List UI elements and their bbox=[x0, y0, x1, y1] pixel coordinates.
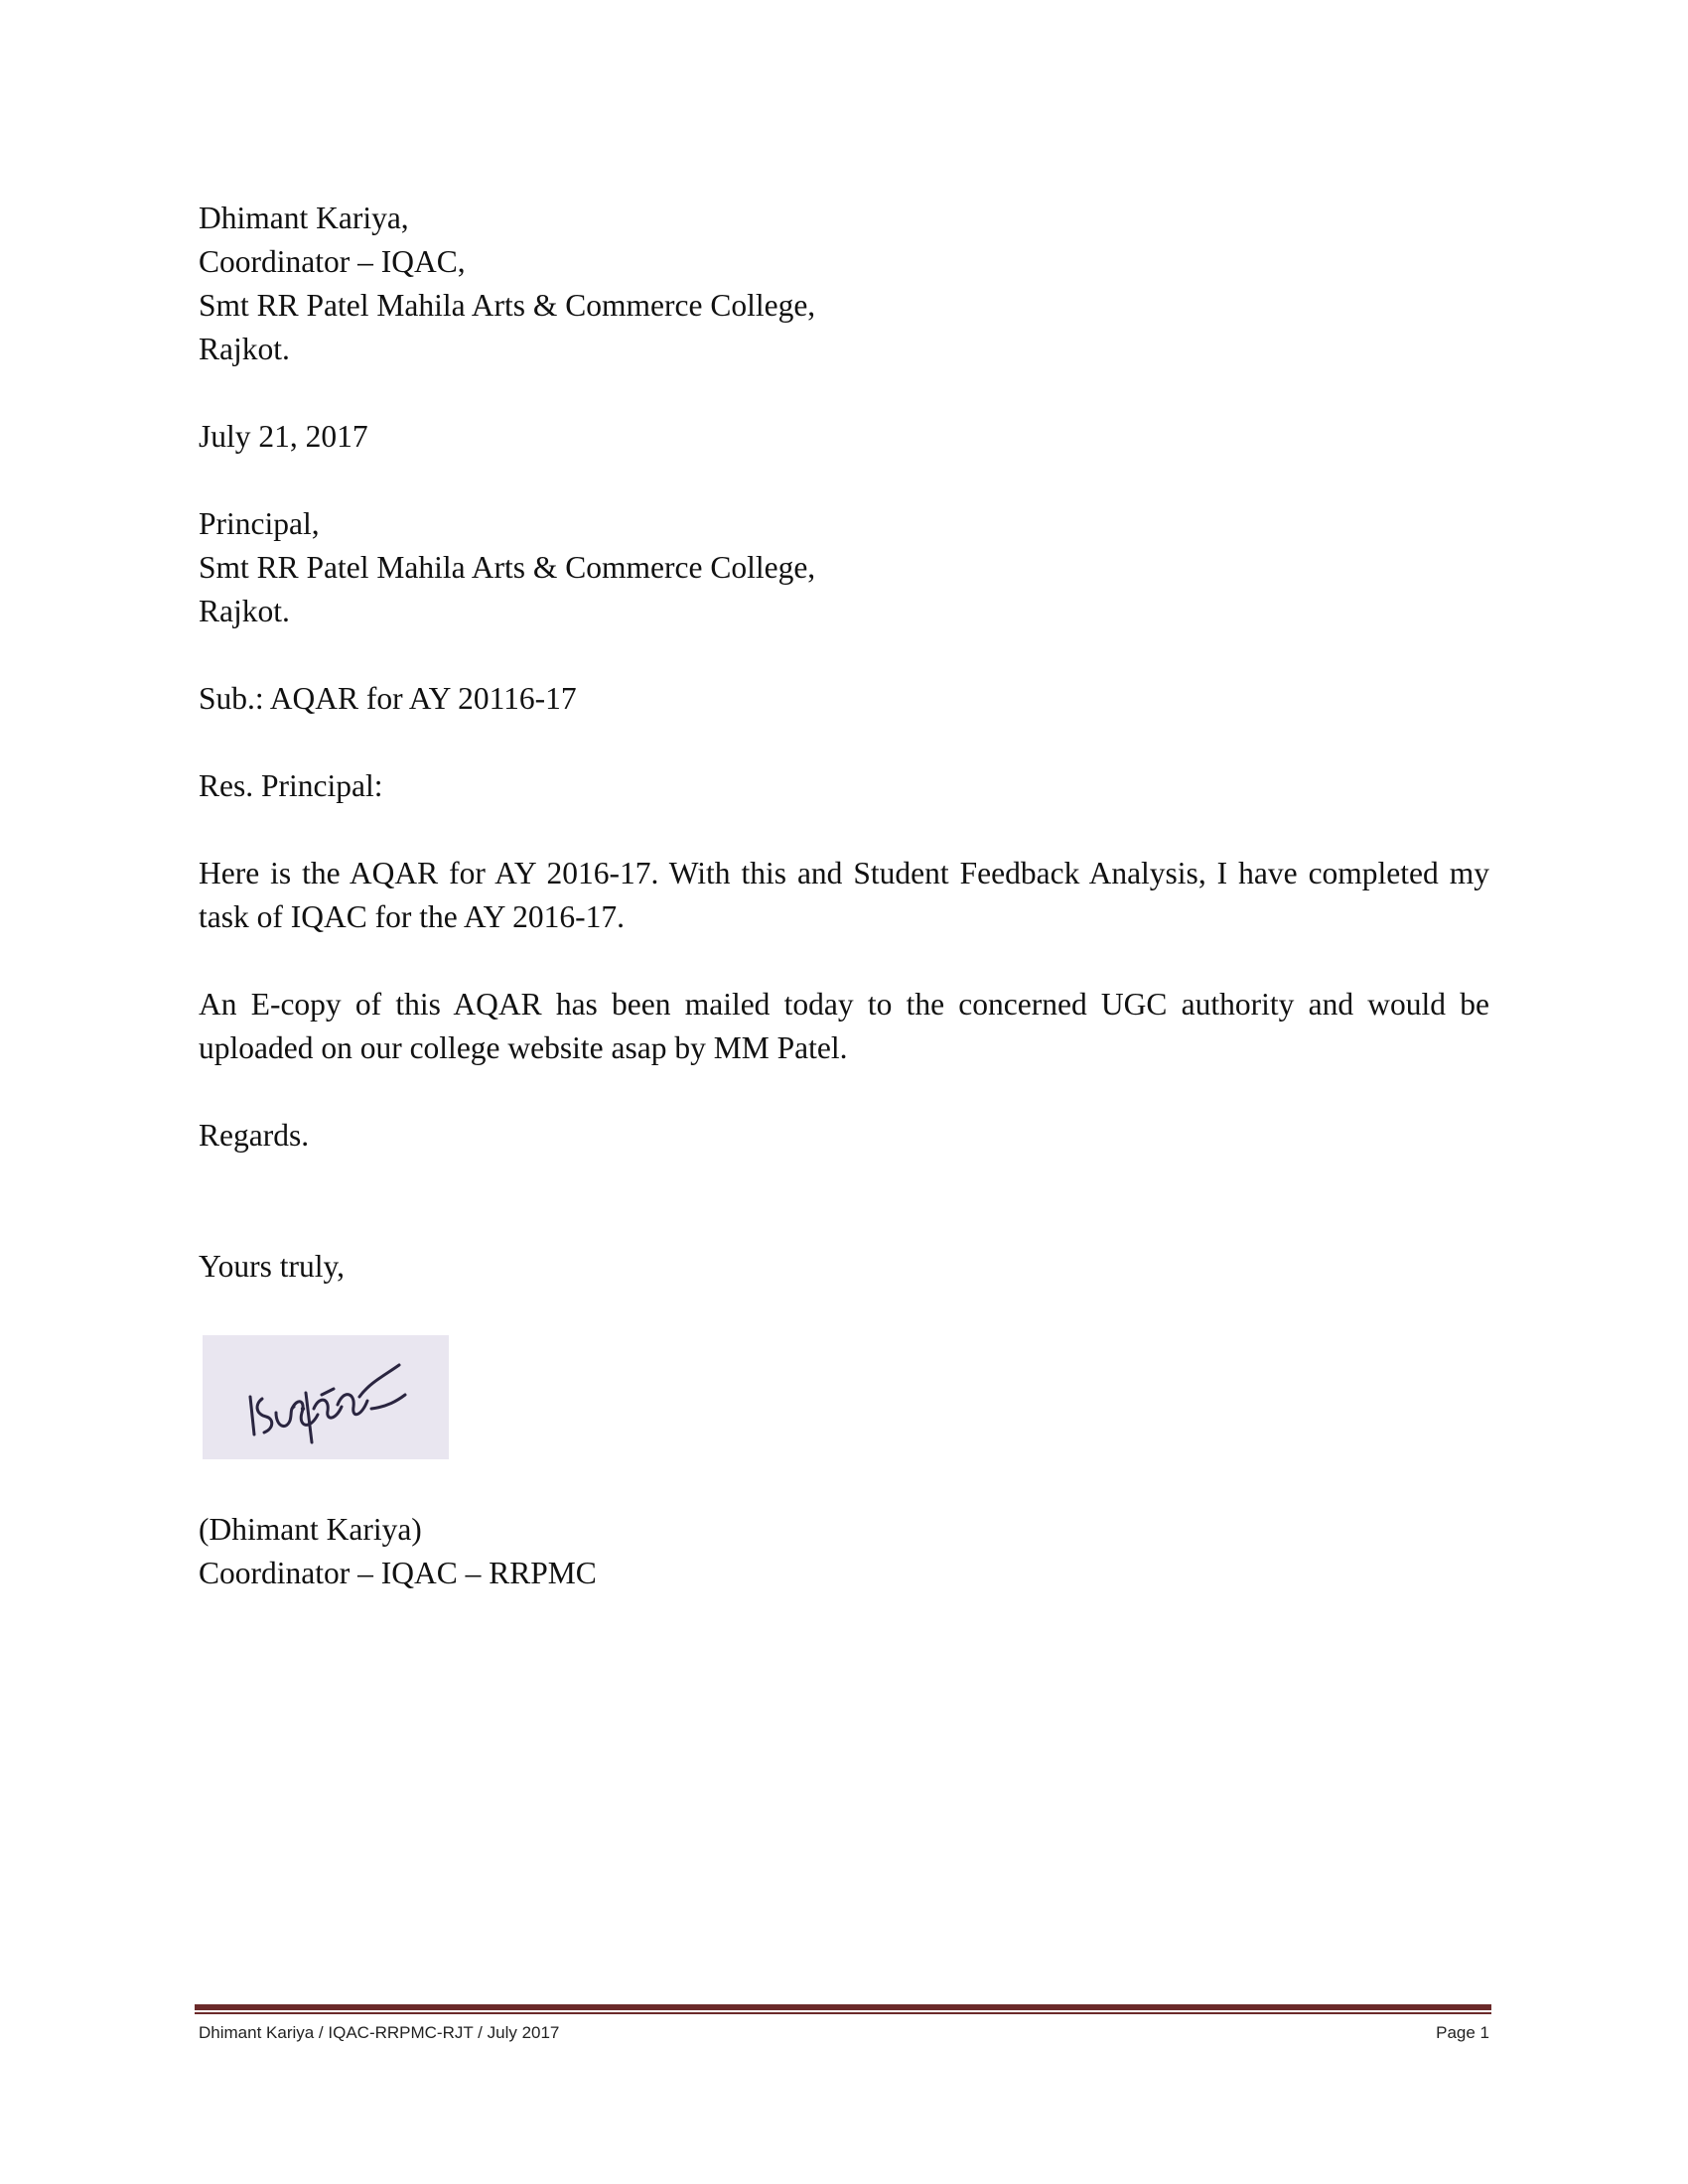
signatory-designation: Coordinator – IQAC – RRPMC bbox=[199, 1556, 597, 1590]
salutation: Res. Principal: bbox=[199, 768, 383, 803]
footer-divider-thin bbox=[195, 2012, 1491, 2014]
complimentary-close: Yours truly, bbox=[199, 1249, 346, 1284]
body-paragraph-2: An E-copy of this AQAR has been mailed today to the concerned UGC authority and would be uploaded on our college website asap by MM Patel. bbox=[199, 987, 1489, 1065]
sender-city: Rajkot. bbox=[199, 332, 290, 366]
footer-divider bbox=[195, 2004, 1491, 2014]
footer-reference: Dhimant Kariya / IQAC-RRPMC-RJT / July 2017 bbox=[199, 2023, 560, 2042]
recipient-title: Principal, bbox=[199, 506, 320, 541]
signatory-name: (Dhimant Kariya) bbox=[199, 1512, 422, 1547]
recipient-address bbox=[199, 502, 1489, 633]
regards-line: Regards. bbox=[199, 1118, 310, 1153]
signature-icon bbox=[203, 1335, 449, 1459]
letter-body bbox=[199, 197, 1489, 1289]
subject-line: Sub.: AQAR for AY 20116-17 bbox=[199, 681, 577, 716]
letter-date: July 21, 2017 bbox=[199, 419, 368, 454]
recipient-city: Rajkot. bbox=[199, 594, 290, 628]
sender-designation: Coordinator – IQAC, bbox=[199, 244, 466, 279]
sender-address bbox=[199, 197, 1489, 371]
sender-name: Dhimant Kariya, bbox=[199, 201, 409, 235]
recipient-institution: Smt RR Patel Mahila Arts & Commerce College, bbox=[199, 550, 816, 585]
signatory-block bbox=[199, 1508, 597, 1595]
signature-image bbox=[203, 1335, 449, 1459]
sender-institution: Smt RR Patel Mahila Arts & Commerce College, bbox=[199, 288, 816, 323]
body-paragraph-1: Here is the AQAR for AY 2016-17. With this and Student Feedback Analysis, I have completed my task of IQAC for the AY 2016-17. bbox=[199, 856, 1489, 934]
page-number: Page 1 bbox=[1436, 2023, 1489, 2042]
footer-divider-thick bbox=[195, 2004, 1491, 2010]
